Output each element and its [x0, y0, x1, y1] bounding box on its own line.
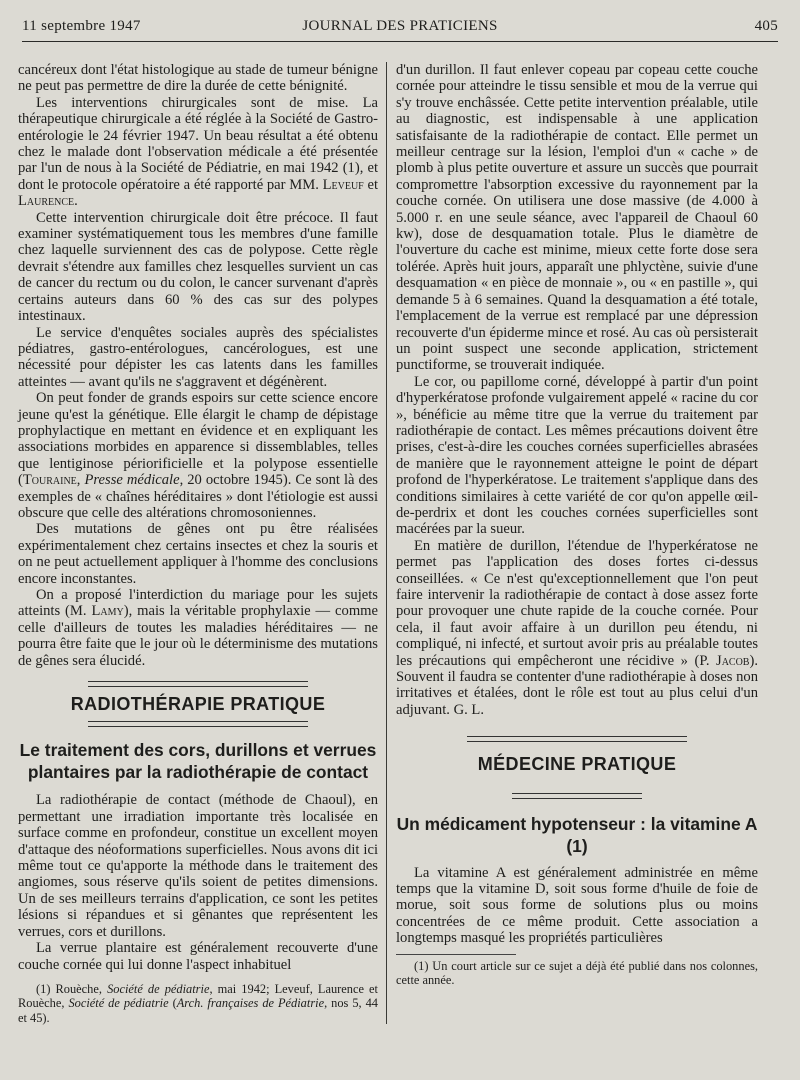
paragraph: d'un durillon. Il faut enlever copeau par copeau cette couche cornée pour atteindre le tissu sensible et mou de la verrue qui s'y trouve enchâssée. Cette petite intervention préalable, utile au diagnostic, est indispensable à une application satisfaisante de la radiothérapie de contact. Elle permet un meilleur centrage sur la lésion, l'emploi d'un « cache » de plomb à plus petite ouverture et assure un succès que pourrait compromettre l'absorption excessive du rayonnement par la couche cornée. On utilisera une dose massive (de 4.000 à 5.000 r. en une seule séance, avec l'appareil de Chaoul 60 kw), dose de desquamation totale. Plus le diamètre de l'ouverture du cache est minime, mieux cette forte dose sera tolérée. Après huit jours, apparaît une phlyctène, suivie d'une desquamation « en pièce de monnaie », ou « en pastille », qui demande 5 à 6 semaines. Quand la desquamation a été totale, l'emplacement de la verrue est remplacé par une dépression recouverte d'un épiderme mince et rosé. Au cas où persisterait un point suspect une seconde application, strictement punctiforme, se trouverait indiquée. [396, 62, 758, 374]
paragraph: Le service d'enquêtes sociales auprès des spécialistes pédiatres, gastro-entérologues, cancérologues, est une nécessité pour dépister les cas latents dans les familles atteintes — avant qu'ils ne s'aggravent et dégénèrent. [18, 324, 378, 390]
author-initials: G. L. [453, 701, 484, 718]
right-column [396, 62, 758, 988]
paragraph: cancéreux dont l'état histologique au stade de tumeur bénigne ne peut pas permettre de dire la durée de cette bénignité. [18, 62, 378, 95]
paragraph: Les interventions chirurgicales sont de mise. La thérapeutique chirurgicale a été réglée à la Société de Gastro-entérologie le 24 février 1947. Un beau résultat a été obtenu chez le malade dont l'observation médicale a été présentée par l'un de nous à la Société de Pédiatrie, en mai 1942 (1), et dont le protocole opératoire a été rapporté par MM. Leveuf et Laurence. [18, 94, 379, 210]
author-name: Jacob [716, 652, 750, 669]
column-divider [386, 62, 387, 1024]
journal-citation: Presse médicale [84, 472, 180, 489]
section-heading: MÉDECINE PRATIQUE [477, 754, 677, 775]
author-name: Leveuf [322, 176, 364, 193]
journal-title: JOURNAL DES PRATICIENS [302, 18, 498, 34]
section-heading: RADIOTHÉRAPIE PRATIQUE [70, 694, 326, 715]
author-name: Laurence [18, 193, 75, 210]
author-name: Lamy [91, 603, 124, 620]
paragraph: On a proposé l'interdiction du mariage pour les sujets atteints (M. Lamy), mais la véritable prophylaxie — comme celle d'ailleurs de toutes les maladies héréditaires — ne pourra être faite que le jour où le déterminisme des mutations de gênes sera élucidé. [18, 587, 378, 669]
paragraph: La verrue plantaire est généralement recouverte d'une couche cornée qui lui donne l'aspect inhabituel [18, 940, 378, 973]
author-name: Touraine [22, 472, 77, 489]
header-rule [22, 41, 778, 42]
paragraph: Le cor, ou papillome corné, développé à partir d'un point d'hyperkératose profonde vulgairement appelé « racine du cor », bénéficie au même titre que la verrue du traitement par radiothérapie de contact. Les mêmes précautions doivent être prises, c'est-à-dire les couches cornées superficielles abrasées de manière que le rayonnement atteigne le point de départ profond de l'hyperkératose. Le traitement s'applique dans des conditions similaires à cette variété de cor qu'on appelle œil-de-perdrix et dont les couches cornées superficielles sont macérées par la sueur. [396, 373, 758, 538]
footnote: (1) Rouèche, Société de pédiatrie, mai 1942; Leveuf, Laurence et Rouèche, Société de pédiatrie (Arch. françaises de Pédiatrie, nos 5, 44 et 45). [18, 981, 378, 1025]
footnote: (1) Un court article sur ce sujet a déjà été publié dans nos colonnes, cette année. [396, 958, 758, 988]
issue-date: 11 septembre 1947 [22, 18, 141, 34]
paragraph: La radiothérapie de contact (méthode de Chaoul), en permettant une irradiation importante très localisée en surface comme en profondeur, constitue un excellent moyen d'attaque des néoformations superficielles. Nous avons dit ici même tout ce qu'apporte la méthode dans le traitement des angiomes, sous réserve qu'ils soient de petites dimensions. Un de ses meilleurs terrains d'application, ce sont les petites lésions si répandues et si gênantes que représentent les verrues, cors et durillons. [18, 792, 378, 940]
article-title: Le traitement des cors, durillons et verrues plantaires par la radiothérapie de contact [19, 740, 377, 783]
page-header [22, 18, 778, 40]
paragraph: Cette intervention chirurgicale doit être précoce. Il faut examiner systématiquement tous les membres d'une famille chez laquelle surviennent des cas de polypose. Cette règle devrait s'étendre aux familles chez lesquelles survient un cas de cancer du rectum ou du colon, le cancer survenant d'après certains auteurs dans 60 % des cas sur des polypes intestinaux. [18, 209, 378, 325]
article-title: Un médicament hypotenseur : la vitamine A (1) [396, 813, 758, 856]
paragraph: La vitamine A est généralement administrée en même temps que la vitamine D, soit sous forme d'huile de foie de morue, soit sous forme de solutions plus ou moins concentrées de ce même produit. Cette association a longtemps masqué les propriétés particulières [396, 864, 758, 947]
paragraph: Des mutations de gênes ont pu être réalisées expérimentalement chez certains insectes et chez la souris et on ne peut actuellement appliquer à l'homme des conclusions encore inconstantes. [18, 521, 378, 587]
page-number: 405 [754, 18, 778, 34]
paragraph: En matière de durillon, l'étendue de l'hyperkératose ne permet pas l'application des doses fortes ci-dessus conseillées. « Ce n'est qu'exceptionnellement que l'on peut faire intervenir la radiothérapie de contact à dose assez forte pour provoquer une chute rapide de la couche cornée. Pour cela, il faut avoir affaire à un durillon peu étendu, ni compliqué, ni infecté, et surtout avoir pris au préalable toutes les précautions qui empêcheront une récidive » (P. Jacob). Souvent il faudra se contenter d'une radiothérapie à doses non irritatives et étalées, dont le rôle est tout au plus celui d'un adjuvant. G. L. [396, 537, 758, 718]
paragraph: On peut fonder de grands espoirs sur cette science encore jeune qu'est la génétique. Elle élargit le champ de dépistage prophylactique en mettant en évidence et en expliquant les associations morbides en apparence si dissemblables, telles que lentiginose périorificielle et la polypose essentielle (Touraine, Presse médicale, 20 octobre 1945). Ce sont là des exemples de « chaînes héréditaires » dont l'étiologie est aussi obscure que celle des altérations chromosoniennes. [18, 390, 378, 521]
left-column [18, 62, 378, 1025]
